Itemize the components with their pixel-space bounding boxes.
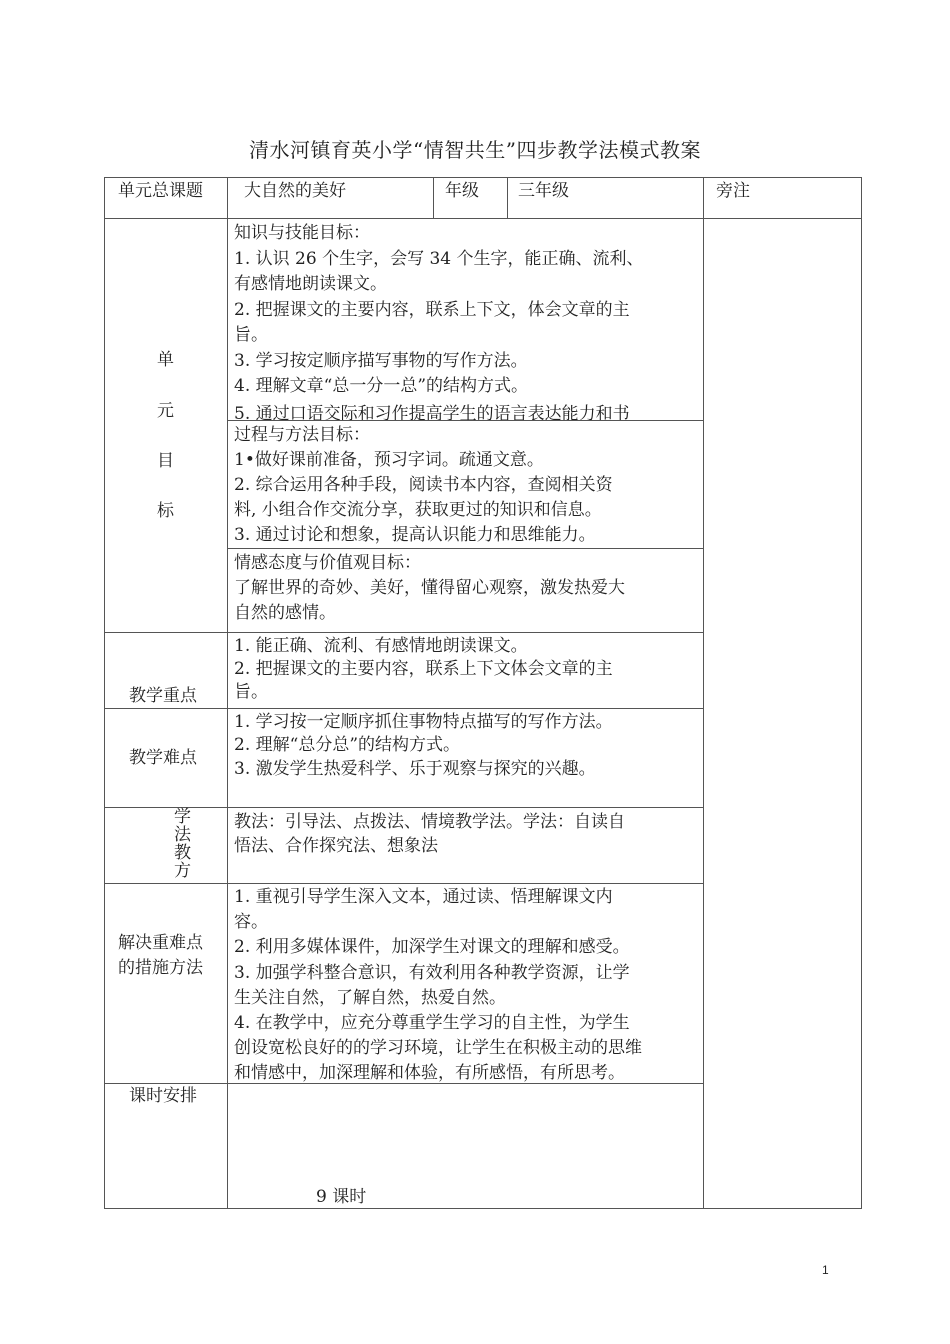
measure-line: 3. 加强学科整合意识，有效利用各种教学资源，让学 (234, 963, 630, 983)
label-grade: 年级 (445, 181, 479, 201)
col-divider (507, 177, 508, 219)
process-goal-line: 2. 综合运用各种手段，阅读书本内容，查阅相关资 (234, 475, 613, 495)
measure-line: 生关注自然，了解自然，热爱自然。 (234, 988, 506, 1008)
goals-label-char: 单 (157, 350, 174, 370)
measure-line: 4. 在教学中，应充分尊重学生学习的自主性，为学生 (234, 1013, 630, 1033)
difficulty-line: 1. 学习按一定顺序抓住事物特点描写的写作方法。 (234, 712, 613, 732)
table-border (104, 177, 862, 178)
process-goal-line: 3. 通过讨论和想象，提高认识能力和思维能力。 (234, 525, 596, 545)
key-point-line: 1. 能正确、流利、有感情地朗读课文。 (234, 636, 528, 656)
difficulties-label: 教学难点 (129, 748, 197, 768)
measures-label-line: 的措施方法 (118, 958, 203, 978)
col-divider (703, 177, 704, 1209)
measure-line: 1. 重视引导学生深入文本，通过读、悟理解课文内 (234, 887, 613, 907)
goals-label-char: 目 (157, 451, 174, 471)
key-points-label: 教学重点 (129, 686, 197, 706)
methods-label-char: 教 (174, 843, 191, 863)
methods-label-char: 学 (174, 807, 191, 827)
knowledge-goal-line: 旨。 (234, 325, 268, 345)
page-number: 1 (822, 1263, 829, 1277)
knowledge-goals-heading: 知识与技能目标： (234, 223, 370, 243)
measures-label-line: 解决重难点 (118, 933, 203, 953)
goals-label-char: 标 (157, 501, 174, 521)
difficulty-line: 3. 激发学生热爱科学、乐于观察与探究的兴趣。 (234, 759, 596, 779)
process-goal-line: 1•做好课前准备，预习字词。疏通文意。 (234, 450, 544, 470)
table-border (104, 1208, 862, 1209)
key-point-line: 旨。 (234, 682, 268, 702)
measure-line: 创设宽松良好的的学习环境，让学生在积极主动的思维 (234, 1038, 642, 1058)
measure-line: 和情感中，加深理解和体验，有所感悟，有所思考。 (234, 1063, 625, 1083)
process-goals-heading: 过程与方法目标： (234, 425, 370, 445)
knowledge-goal-line: 4. 理解文章“总一分一总”的结构方式。 (234, 376, 529, 396)
measure-line: 2. 利用多媒体课件，加深学生对课文的理解和感受。 (234, 937, 630, 957)
emotion-goal-line: 自然的感情。 (234, 603, 336, 623)
knowledge-goal-line: 2. 把握课文的主要内容，联系上下文，体会文章的主 (234, 300, 630, 320)
knowledge-goal-line: 3. 学习按定顺序描写事物的写作方法。 (234, 351, 528, 371)
key-point-line: 2. 把握课文的主要内容，联系上下文体会文章的主 (234, 659, 613, 679)
measure-line: 容。 (234, 912, 268, 932)
schedule-label: 课时安排 (129, 1086, 197, 1106)
col-divider (433, 177, 434, 219)
label-side-notes: 旁注 (716, 181, 750, 201)
difficulty-line: 2. 理解“总分总”的结构方式。 (234, 735, 461, 755)
goals-label-char: 元 (157, 401, 174, 421)
process-goal-line: 料, 小组合作交流分享，获取更过的知识和信息。 (234, 500, 602, 520)
knowledge-goal-line: 5. 通过口语交际和习作提高学生的语言表达能力和书 (234, 404, 630, 420)
page-title: 清水河镇育英小学“情智共生”四步教学法模式教案 (249, 138, 701, 162)
unit-topic-value: 大自然的美好 (244, 181, 346, 201)
emotion-goals-heading: 情感态度与价值观目标： (234, 553, 421, 573)
knowledge-goal-line: 有感情地朗读课文。 (234, 274, 387, 294)
methods-label-char: 法 (174, 825, 191, 845)
methods-line: 悟法、合作探究法、想象法 (234, 836, 438, 856)
schedule-value: 9 课时 (316, 1187, 367, 1207)
table-border (861, 177, 862, 1209)
knowledge-goals-block (228, 219, 702, 420)
methods-label-char: 方 (174, 861, 191, 881)
row-divider (227, 420, 703, 421)
knowledge-goal-line: 1. 认识 26 个生字，会写 34 个生字，能正确、流利、 (234, 249, 644, 269)
table-border (104, 177, 105, 1209)
grade-value: 三年级 (518, 181, 569, 201)
row-divider (104, 883, 703, 884)
row-divider (104, 807, 703, 808)
row-divider (104, 632, 703, 633)
methods-line: 教法：引导法、点拨法、情境教学法。学法：自读自 (234, 812, 625, 832)
label-unit-topic: 单元总课题 (118, 181, 203, 201)
emotion-goal-line: 了解世界的奇妙、美好，懂得留心观察，激发热爱大 (234, 578, 625, 598)
